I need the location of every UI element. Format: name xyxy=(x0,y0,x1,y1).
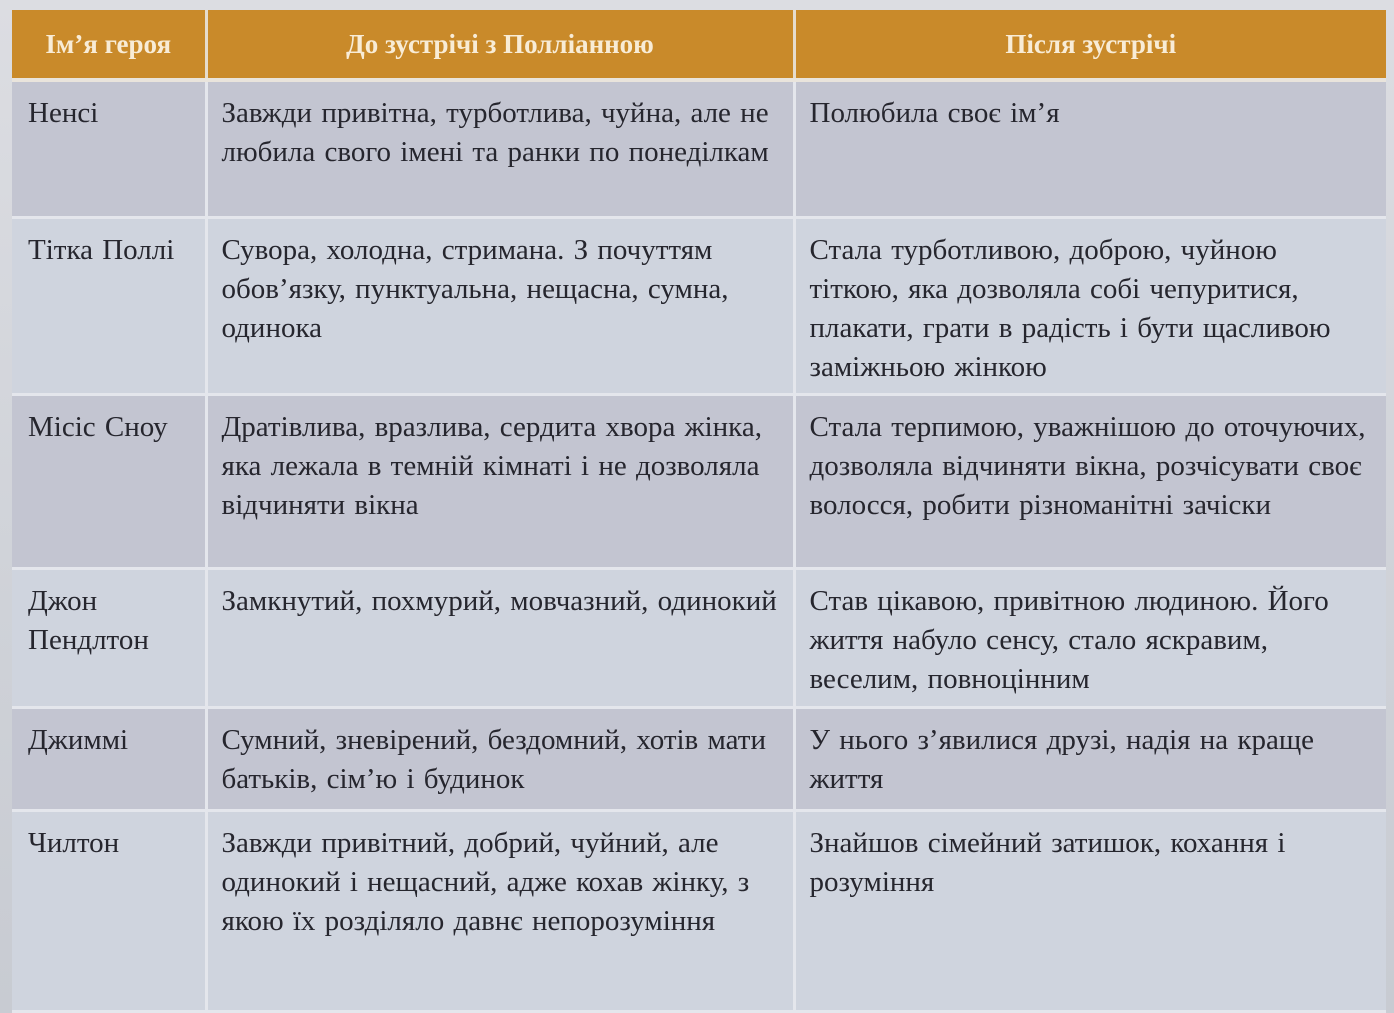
hero-name: Джон Пендлтон xyxy=(12,569,206,708)
after-cell: У нього з’явилися друзі, надія на краще життя xyxy=(794,708,1386,811)
after-cell: Знайшов сімейний затишок, кохання і розуміння xyxy=(794,811,1386,1012)
hero-name: Ненсі xyxy=(12,80,206,218)
before-cell: Сувора, холодна, стримана. З почуттям обов’язку, пунктуальна, нещасна, сумна, одинока xyxy=(206,218,794,395)
after-cell: Стала турботливою, доброю, чуйною тіткою, яка дозволяла собі чепуритися, плакати, грати в радість і бути щасливою заміжньою жінкою xyxy=(794,218,1386,395)
after-cell: Полюбила своє ім’я xyxy=(794,80,1386,218)
table-row xyxy=(12,80,1386,218)
after-cell: Став цікавою, привітною людиною. Його життя набуло сенсу, стало яскравим, веселим, повноцінним xyxy=(794,569,1386,708)
table-row xyxy=(12,395,1386,569)
header-name: Ім’я героя xyxy=(12,10,206,80)
after-cell: Стала терпимою, уважнішою до оточуючих, дозволяла відчиняти вікна, розчісувати своє волосся, робити різноманітні зачіски xyxy=(794,395,1386,569)
before-cell: Завжди привітна, турботлива, чуйна, але не любила свого імені та ранки по понеділкам xyxy=(206,80,794,218)
header-before: До зустрічі з Полліанною xyxy=(206,10,794,80)
table-row xyxy=(12,569,1386,708)
before-cell: Сумний, зневірений, бездомний, хотів мати батьків, сім’ю і будинок xyxy=(206,708,794,811)
characters-table xyxy=(12,10,1386,1013)
header-row xyxy=(12,10,1386,80)
hero-name: Місіс Сноу xyxy=(12,395,206,569)
before-cell: Завжди привітний, добрий, чуйний, але одинокий і нещасний, адже кохав жінку, з якою їх розділяло давнє непорозуміння xyxy=(206,811,794,1012)
table-row xyxy=(12,811,1386,1012)
before-cell: Дратівлива, вразлива, сердита хвора жінка, яка лежала в темній кімнаті і не дозволяла відчиняти вікна xyxy=(206,395,794,569)
table-row xyxy=(12,218,1386,395)
header-after: Після зустрічі xyxy=(794,10,1386,80)
before-cell: Замкнутий, похмурий, мовчазний, одинокий xyxy=(206,569,794,708)
hero-name: Тітка Поллі xyxy=(12,218,206,395)
table-row xyxy=(12,708,1386,811)
hero-name: Джиммі xyxy=(12,708,206,811)
hero-name: Чилтон xyxy=(12,811,206,1012)
